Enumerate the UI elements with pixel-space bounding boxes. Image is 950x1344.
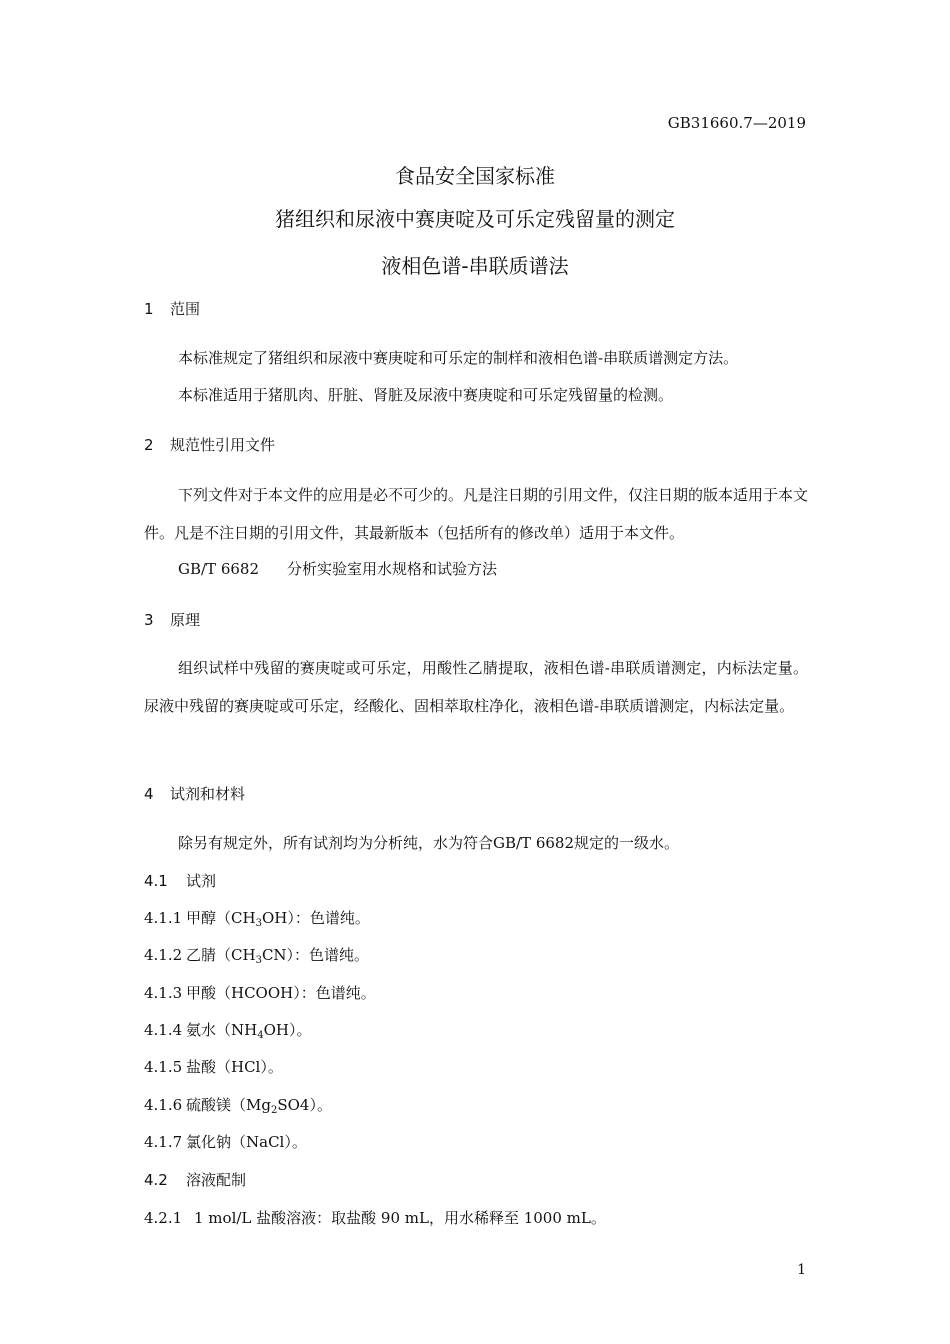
item-number: 4.2.1 [144, 1209, 183, 1227]
reagents-general-paragraph: 除另有规定外，所有试剂均为分析纯，水为符合GB/T 6682规定的一级水。 [178, 834, 680, 852]
item-number: 4.1.5 [144, 1058, 183, 1076]
subsection-number: 4.2 [144, 1171, 168, 1189]
scope-paragraph-2: 本标准适用于猪肌肉、肝脏、肾脏及尿液中赛庚啶和可乐定残留量的检测。 [178, 386, 674, 404]
item-text: 氯化钠（NaCl）。 [186, 1133, 307, 1151]
item-text-tail: OH）：色谱纯。 [261, 909, 370, 927]
reference-code: GB/T 6682 [178, 560, 260, 578]
item-text: 甲醇（CH [186, 909, 256, 927]
section-number: 4 [144, 785, 154, 803]
section-title: 范围 [170, 300, 201, 318]
reagent-item [144, 1131, 307, 1153]
reagent-item [144, 944, 369, 966]
item-number: 4.1.7 [144, 1133, 183, 1151]
item-subscript: 4 [257, 1030, 264, 1041]
subsection-4-1-heading [144, 870, 216, 891]
reference-entry [178, 558, 497, 579]
item-text: 乙腈（CH [186, 946, 256, 964]
reagent-item [144, 907, 370, 929]
item-number: 4.1.6 [144, 1096, 183, 1114]
reagent-item [144, 982, 376, 1004]
item-number: 4.1.1 [144, 909, 183, 927]
item-text: 硫酸镁（Mg [186, 1096, 271, 1114]
section-1-heading [144, 298, 200, 319]
item-text: 氨水（NH [186, 1021, 258, 1039]
section-title: 规范性引用文件 [170, 436, 276, 454]
item-number: 4.1.2 [144, 946, 183, 964]
reagent-item [144, 1056, 283, 1078]
section-number: 2 [144, 436, 154, 454]
page-number: 1 [797, 1262, 806, 1278]
subsection-4-2-heading [144, 1169, 246, 1190]
reagent-item [144, 1094, 332, 1116]
subsection-number: 4.1 [144, 872, 168, 890]
item-text: 1 mol/L 盐酸溶液：取盐酸 90 mL，用水稀释至 1000 mL。 [194, 1209, 606, 1227]
subsection-title: 溶液配制 [186, 1171, 247, 1189]
item-subscript: 3 [255, 955, 262, 966]
item-subscript: 2 [270, 1105, 278, 1116]
item-text-tail: OH）。 [263, 1021, 312, 1039]
item-text: 盐酸（HCl）。 [186, 1058, 283, 1076]
item-text-tail: CN）：色谱纯。 [261, 946, 370, 964]
section-title: 试剂和材料 [170, 785, 246, 803]
reagent-item [144, 1019, 311, 1041]
subsection-title: 试剂 [186, 872, 217, 890]
section-2-heading [144, 434, 275, 455]
section-3-heading [144, 609, 200, 630]
standard-method-title: 液相色谱-串联质谱法 [381, 254, 569, 278]
document-number: GB31660.7—2019 [667, 114, 806, 132]
item-subscript: 3 [255, 918, 262, 929]
item-text: 甲酸（HCOOH）：色谱纯。 [186, 984, 376, 1002]
section-4-heading [144, 783, 245, 804]
normative-references-paragraph: 下列文件对于本文件的应用是必不可少的。凡是注日期的引用文件，仅注日期的版本适用于本文件。凡是不注日期的引用文件，其最新版本（包括所有的修改单）适用于本文件。 [144, 486, 809, 542]
section-title: 原理 [170, 611, 201, 629]
reference-title: 分析实验室用水规格和试验方法 [287, 560, 498, 578]
standard-main-title: 猪组织和尿液中赛庚啶及可乐定残留量的测定 [275, 207, 675, 231]
section-number: 3 [144, 611, 154, 629]
item-number: 4.1.3 [144, 984, 183, 1002]
principle-paragraph: 组织试样中残留的赛庚啶或可乐定，用酸性乙腈提取，液相色谱-串联质谱测定，内标法定量。尿液中残留的赛庚啶或可乐定，经酸化、固相萃取柱净化，液相色谱-串联质谱测定，内标法定量。 [144, 659, 808, 715]
section-number: 1 [144, 300, 154, 318]
standard-category-title: 食品安全国家标准 [395, 164, 555, 188]
scope-paragraph-1: 本标准规定了猪组织和尿液中赛庚啶和可乐定的制样和液相色谱-串联质谱测定方法。 [178, 349, 739, 367]
item-number: 4.1.4 [144, 1021, 183, 1039]
item-text-tail: SO4）。 [277, 1096, 332, 1114]
solution-item [144, 1207, 606, 1228]
